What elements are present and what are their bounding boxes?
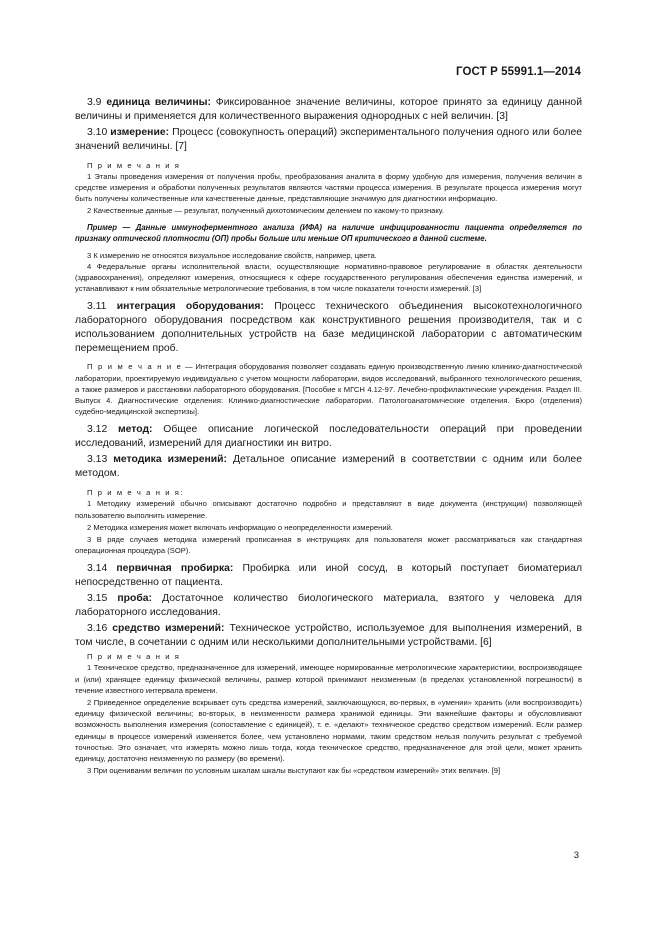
note-single: [75, 361, 582, 417]
note-item: 2 Приведенное определение вскрывает суть средства измерений, заключающуюся, во-первых, в «умении» хранить (или воспроизводить) единицу физической величины; во-вторых, в неизменности размера хранимой единицы. Эти важнейшие факторы и обусловливают возможность выполнения измерения (сопоставление с единицей), т. е. «делают» техническое средство средством измерений. Если размер единицы в процессе измерений изменяется более, чем установлено нормами, таким средством нельзя получить результат с требуемой точностью. Это означает, что измерять можно лишь тогда, когда техническое средство, предназначенное для этой цели, может хранить единицу, достаточно неизменную по размеру (во времени).: [75, 698, 582, 764]
definition-3-9: [75, 96, 582, 124]
section-number: 3.9: [87, 97, 102, 108]
note-item: 3 К измерению не относятся визуальное исследование свойств, например, цвета.: [87, 250, 377, 260]
definition-text: Общее описание логической последовательности операций при проведении исследований, измерений для диагностики ин витро.: [75, 424, 582, 450]
definition-text: Достаточное количество биологического материала, взятого у человека для лабораторного исследования.: [75, 593, 582, 619]
definition-text: Фиксированное значение величины, которое принято за единицу данной величины и применяется для количественного выражения однородных с ней величин. [3]: [75, 97, 582, 122]
document-body: [75, 96, 582, 777]
section-number: 3.13: [87, 454, 108, 466]
note-item: 3 В ряде случаев методика измерений прописанная в инструкциях для пользователя может рассматриваться как стандартная операционная процедура (SOP).: [75, 535, 582, 556]
note-item: 3 При оценивании величин по условным шкалам шкалы выступают как бы «средством измерений» этих величин. [9]: [87, 766, 501, 776]
document-id: ГОСТ Р 55991.1—2014: [456, 66, 581, 78]
definition-3-11: [75, 300, 582, 356]
section-number: 3.11: [87, 301, 107, 313]
definition-text: Процесс (совокупность операций) экспериментального получения одного или более значений величины. [7]: [75, 127, 583, 152]
term: проба:: [117, 593, 153, 605]
term: интеграция оборудования:: [116, 301, 264, 313]
definition-3-13: [75, 453, 582, 481]
term: средство измерений:: [112, 623, 225, 635]
note-label: П р и м е ч а н и е: [87, 362, 183, 372]
section-number: 3.14: [87, 563, 108, 575]
note-text: — Интеграция оборудования позволяет создавать единую производственную линию клинико-диагностической лаборатории, проектируемую индивидуально с учетом мощности лаборатории, видов исследований, выбранного технологического решения, а также размеров и расстановки лабораторного оборудования. [Пособие к МГСН 4.12-97. Лечебно-профилактические учреждения. Раздел III. Выпуск 4. Диагностические отделения: Клинико-диагностические лаборатории. Патологоанатомические отделения. Бюро (отделения) судебно-медицинской экспертизы].: [75, 362, 582, 417]
section-number: 3.15: [87, 593, 108, 605]
term: измерение:: [110, 127, 170, 138]
definition-text: Пробирка или иной сосуд, в который поступает биоматериал непосредственно от пациента.: [75, 563, 583, 589]
definition-text: Техническое устройство, используемое для выполнения измерений, в том числе, в сочетании с одним или несколькими дополнительными устройствами. [6]: [75, 623, 582, 649]
definition-3-12: [75, 423, 582, 451]
section-number: 3.10: [87, 127, 108, 138]
notes-heading: П р и м е ч а н и я: [87, 161, 181, 170]
term: первичная пробирка:: [116, 563, 234, 575]
section-number: 3.12: [87, 424, 108, 436]
note-item: 1 Методику измерений обычно описывают достаточно подробно и представляют в виде документа (инструкции) позволяющей пользователю выполнить измерение.: [75, 499, 582, 520]
note-item: 1 Этапы проведения измерения от получения пробы, преобразования аналита в форму удобную для измерения, получения величин в средстве измерения и обработки полученных результатов являются частями процесса измерения. В результате процесса измерения могут быть получены количественные или качественные данные, представляющие значимую для диагностики информацию.: [75, 172, 582, 204]
note-item: 4 Федеральные органы исполнительной власти, осуществляющие нормативно-правовое регулирование в областях деятельности (здравоохранения), определяют измерения, относящиеся к сфере государственного регулирования обеспечения единства измерений, и устанавливают к ним обязательные метрологические требования, в том числе показатели точности измерений. [3]: [75, 261, 582, 294]
notes-heading: П р и м е ч а н и я:: [87, 488, 185, 498]
note-item: 2 Качественные данные — результат, полученный дихотомическим делением по какому-то признаку.: [87, 205, 444, 215]
definition-3-15: [75, 592, 582, 620]
note-item: 2 Методика измерения может включать информацию о неопределенности измерений.: [87, 522, 393, 532]
definition-3-16: [75, 622, 582, 650]
term: методика измерений:: [113, 454, 228, 466]
example-text: Пример — Данные иммуноферментного анализа (ИФА) на наличие инфицированности пациента определяется по признаку оптической плотности (ОП) пробы больше или меньше ОП критического в данной системе.: [75, 222, 582, 244]
term: метод:: [117, 424, 153, 436]
definition-3-10: [75, 126, 582, 154]
definition-text: Детальное описание измерений в соответствии с одним или более методом.: [75, 454, 582, 480]
term: единица величины:: [106, 97, 211, 108]
definition-3-14: [75, 562, 582, 590]
notes-heading: П р и м е ч а н и я: [87, 652, 181, 662]
definition-text: Процесс технического объединения высокотехнологичного лабораторного оборудования посредством как конструктивного решения производителя, так и с использованием дополнительных устройств на базе медицинской лаборатории с автоматическим перемещением проб.: [75, 301, 583, 355]
note-item: 1 Техническое средство, предназначенное для измерений, имеющее нормированные метрологические характеристики, воспроизводящее и (или) хранящее единицу физической величины, размер которой принимают неизменным (в пределах установленной погрешности) в течение известного интервала времени.: [75, 663, 582, 695]
section-number: 3.16: [87, 623, 108, 635]
page-number: 3: [573, 850, 579, 861]
